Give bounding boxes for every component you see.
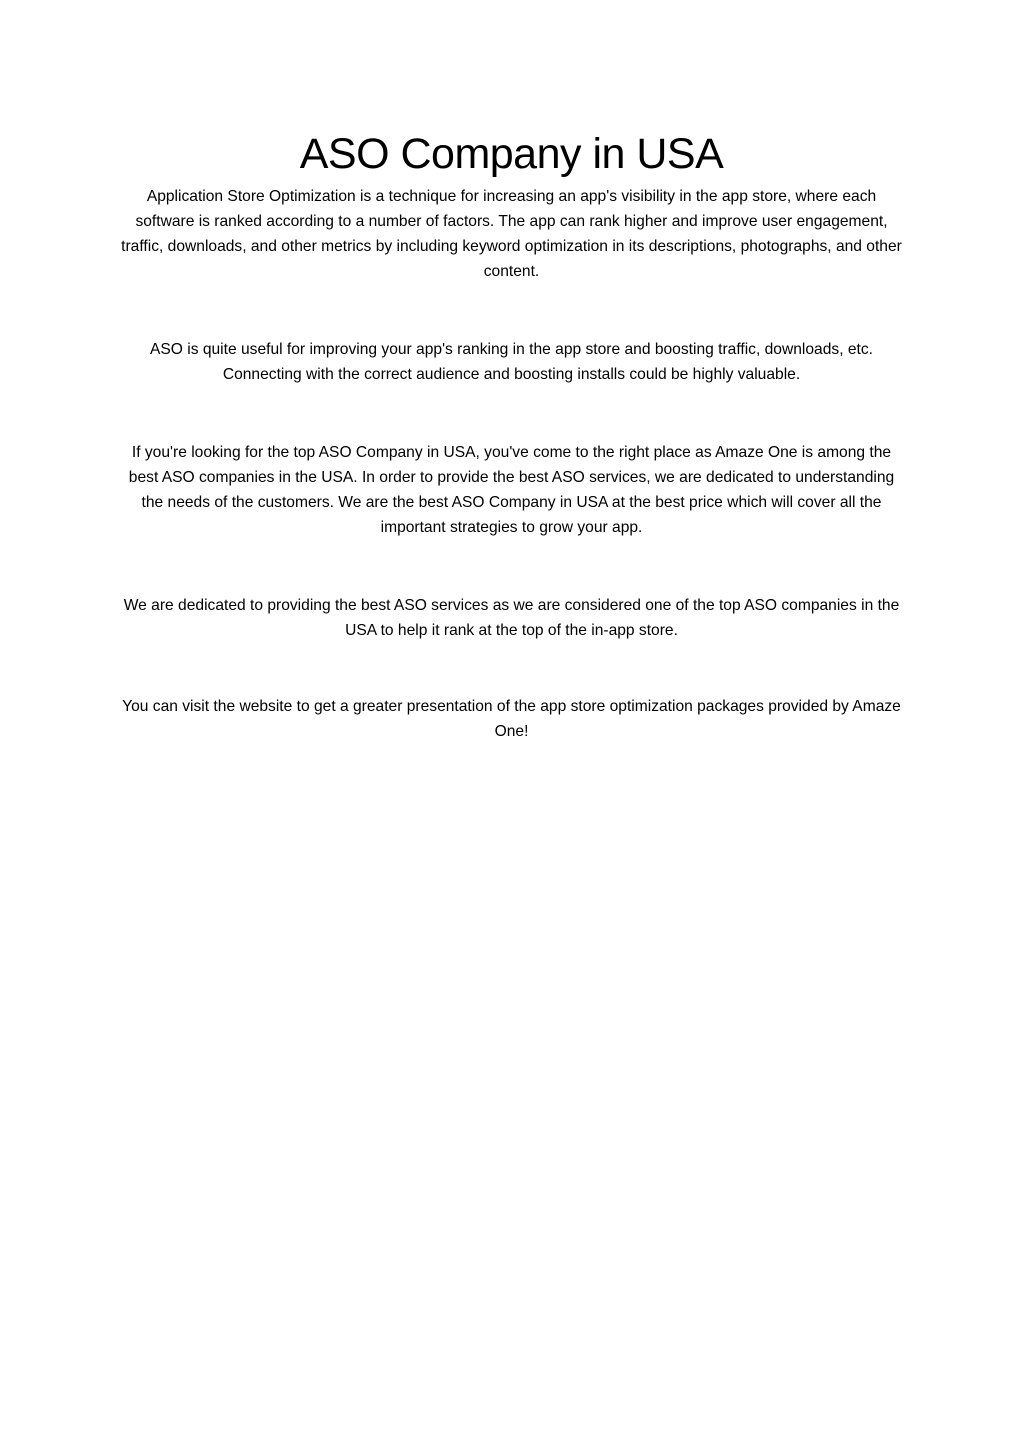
paragraph-usefulness: ASO is quite useful for improving your app's ranking in the app store and boosting traffic, downloads, etc. Connecting with the correct audience and boosting installs could be highly valuable. (149, 341, 873, 383)
page-title: ASO Company in USA (299, 130, 724, 178)
document-body (118, 128, 905, 744)
paragraph-website: You can visit the website to get a greater presentation of the app store optimization packages provided by Amaze One! (122, 698, 901, 740)
paragraph-services: We are dedicated to providing the best ASO services as we are considered one of the top ASO companies in the USA to help it rank at the top of the in-app store. (123, 597, 900, 639)
paragraph-company: If you're looking for the top ASO Company in USA, you've come to the right place as Amaze One is among the best ASO companies in the USA. In order to provide the best ASO services, we are dedicated to understanding the needs of the customers. We are the best ASO Company in USA at the best price which will cover all the important strategies to grow your app. (128, 444, 895, 536)
paragraph-intro: Application Store Optimization is a technique for increasing an app's visibility in the app store, where each software is ranked according to a number of factors. The app can rank higher and improve user engagement, traffic, downloads, and other metrics by including keyword optimization in its descriptions, photographs, and other content. (121, 188, 902, 280)
